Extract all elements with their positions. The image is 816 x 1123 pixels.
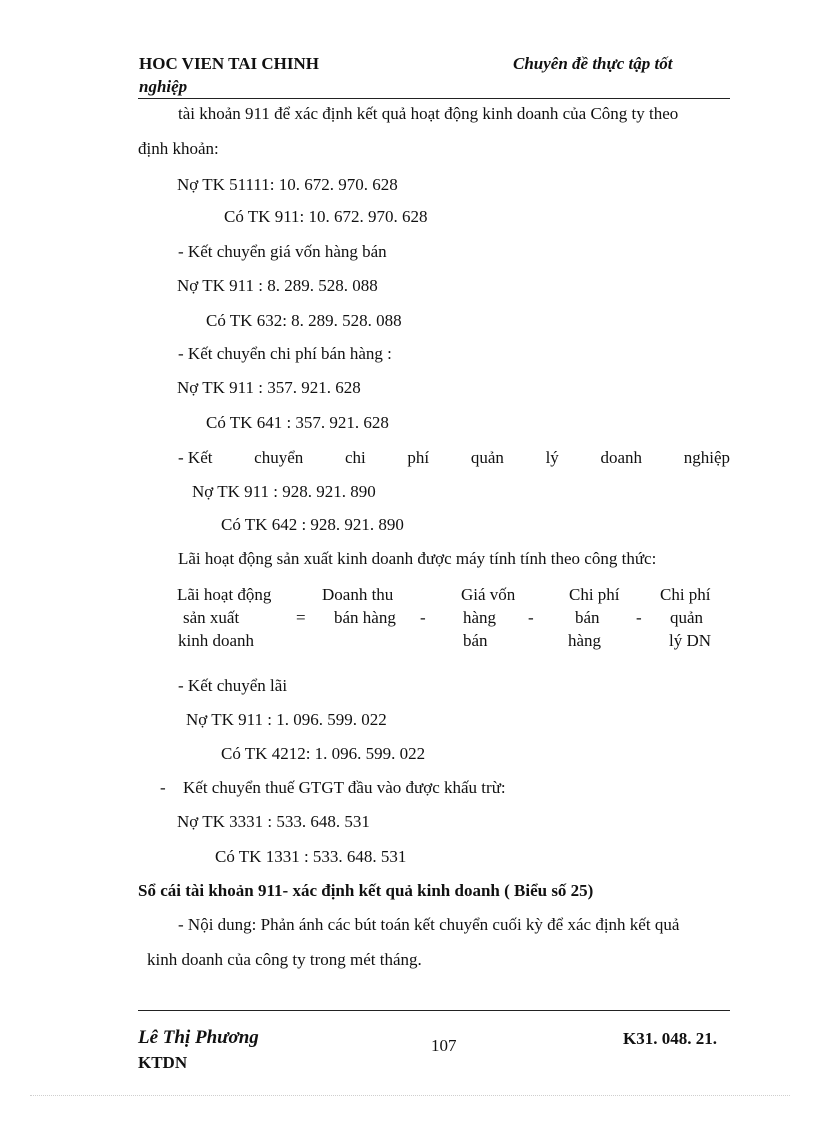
formula-admin-line: lý DN — [669, 631, 712, 650]
formula-cogs-line: Giá vốn — [461, 585, 516, 604]
intro-line-1: tài khoản 911 để xác định kết quả hoạt động kinh doanh của Công ty theo — [178, 104, 679, 123]
entry-profit-title: - Kết chuyển lãi — [178, 676, 288, 695]
entry-admin-title-word: chi — [344, 448, 366, 467]
ledger-heading: Sổ cái tài khoản 911- xác định kết quả kinh doanh ( Biểu số 25) — [138, 881, 594, 900]
formula-lhs-line: Lãi hoạt động — [177, 585, 272, 604]
entry-admin-title-word: quản — [470, 448, 504, 467]
entry-profit-credit: Có TK 4212: 1. 096. 599. 022 — [221, 744, 426, 763]
entry-admin-credit: Có TK 642 : 928. 921. 890 — [221, 515, 404, 534]
formula-intro: Lãi hoạt động sản xuất kinh doanh được máy tính tính theo công thức: — [178, 549, 657, 568]
formula-lhs-line: kinh doanh — [178, 631, 255, 650]
entry-revenue-credit: Có TK 911: 10. 672. 970. 628 — [224, 207, 428, 226]
formula-minus: - — [420, 608, 426, 627]
formula-admin-line: quản — [670, 608, 704, 627]
formula-cogs-line: bán — [463, 631, 488, 650]
entry-selling-debit: Nợ TK 911 : 357. 921. 628 — [177, 378, 361, 397]
entry-admin-title-word: doanh — [600, 448, 643, 467]
entry-admin-title — [178, 448, 730, 468]
footer-rule — [138, 1010, 730, 1011]
entry-vat-debit: Nợ TK 3331 : 533. 648. 531 — [177, 812, 370, 831]
entry-admin-debit: Nợ TK 911 : 928. 921. 890 — [192, 482, 376, 501]
formula-minus: - — [636, 608, 642, 627]
entry-vat-credit: Có TK 1331 : 533. 648. 531 — [215, 847, 407, 866]
formula-selling-line: hàng — [568, 631, 602, 650]
formula-revenue-line: Doanh thu — [322, 585, 394, 604]
entry-cogs-credit: Có TK 632: 8. 289. 528. 088 — [206, 311, 402, 330]
entry-selling-credit: Có TK 641 : 357. 921. 628 — [206, 413, 389, 432]
header-rule — [138, 98, 730, 99]
footer-department: KTDN — [138, 1053, 188, 1072]
entry-vat-title: Kết chuyển thuế GTGT đầu vào được khấu trừ: — [183, 778, 506, 797]
intro-line-2: định khoản: — [138, 139, 219, 158]
page-bottom-divider — [30, 1095, 790, 1096]
entry-vat-bullet: - — [160, 778, 166, 797]
entry-selling-title: - Kết chuyển chi phí bán hàng : — [178, 344, 392, 363]
content-line-1: - Nội dung: Phản ánh các bút toán kết chuyển cuối kỳ để xác định kết quả — [178, 915, 680, 934]
formula-lhs-line: sản xuất — [183, 608, 240, 627]
formula-equals: = — [296, 608, 306, 627]
entry-admin-title-word: lý — [545, 448, 559, 467]
footer-author: Lê Thị Phương — [138, 1027, 259, 1048]
footer-class-code: K31. 048. 21. — [623, 1029, 717, 1048]
header-report-title: Chuyên đề thực tập tốt — [513, 54, 673, 73]
entry-admin-title-word: nghiệp — [683, 448, 730, 467]
formula-selling-line: Chi phí — [569, 585, 620, 604]
content-line-2: kinh doanh của công ty trong mét tháng. — [147, 950, 422, 969]
entry-admin-title-word: - Kết — [178, 448, 213, 467]
formula-admin-line: Chi phí — [660, 585, 711, 604]
entry-profit-debit: Nợ TK 911 : 1. 096. 599. 022 — [186, 710, 387, 729]
header-school-name-continued: nghiệp — [139, 77, 188, 96]
entry-cogs-title: - Kết chuyển giá vốn hàng bán — [178, 242, 387, 261]
formula-revenue-line: bán hàng — [334, 608, 396, 627]
entry-cogs-debit: Nợ TK 911 : 8. 289. 528. 088 — [177, 276, 378, 295]
header-school-name: HOC VIEN TAI CHINH — [139, 54, 319, 73]
formula-minus: - — [528, 608, 534, 627]
entry-revenue-debit: Nợ TK 51111: 10. 672. 970. 628 — [177, 175, 398, 194]
page-number: 107 — [431, 1036, 457, 1055]
formula-cogs-line: hàng — [463, 608, 497, 627]
entry-admin-title-word: chuyển — [254, 448, 304, 467]
formula-selling-line: bán — [575, 608, 600, 627]
entry-admin-title-word: phí — [407, 448, 430, 467]
